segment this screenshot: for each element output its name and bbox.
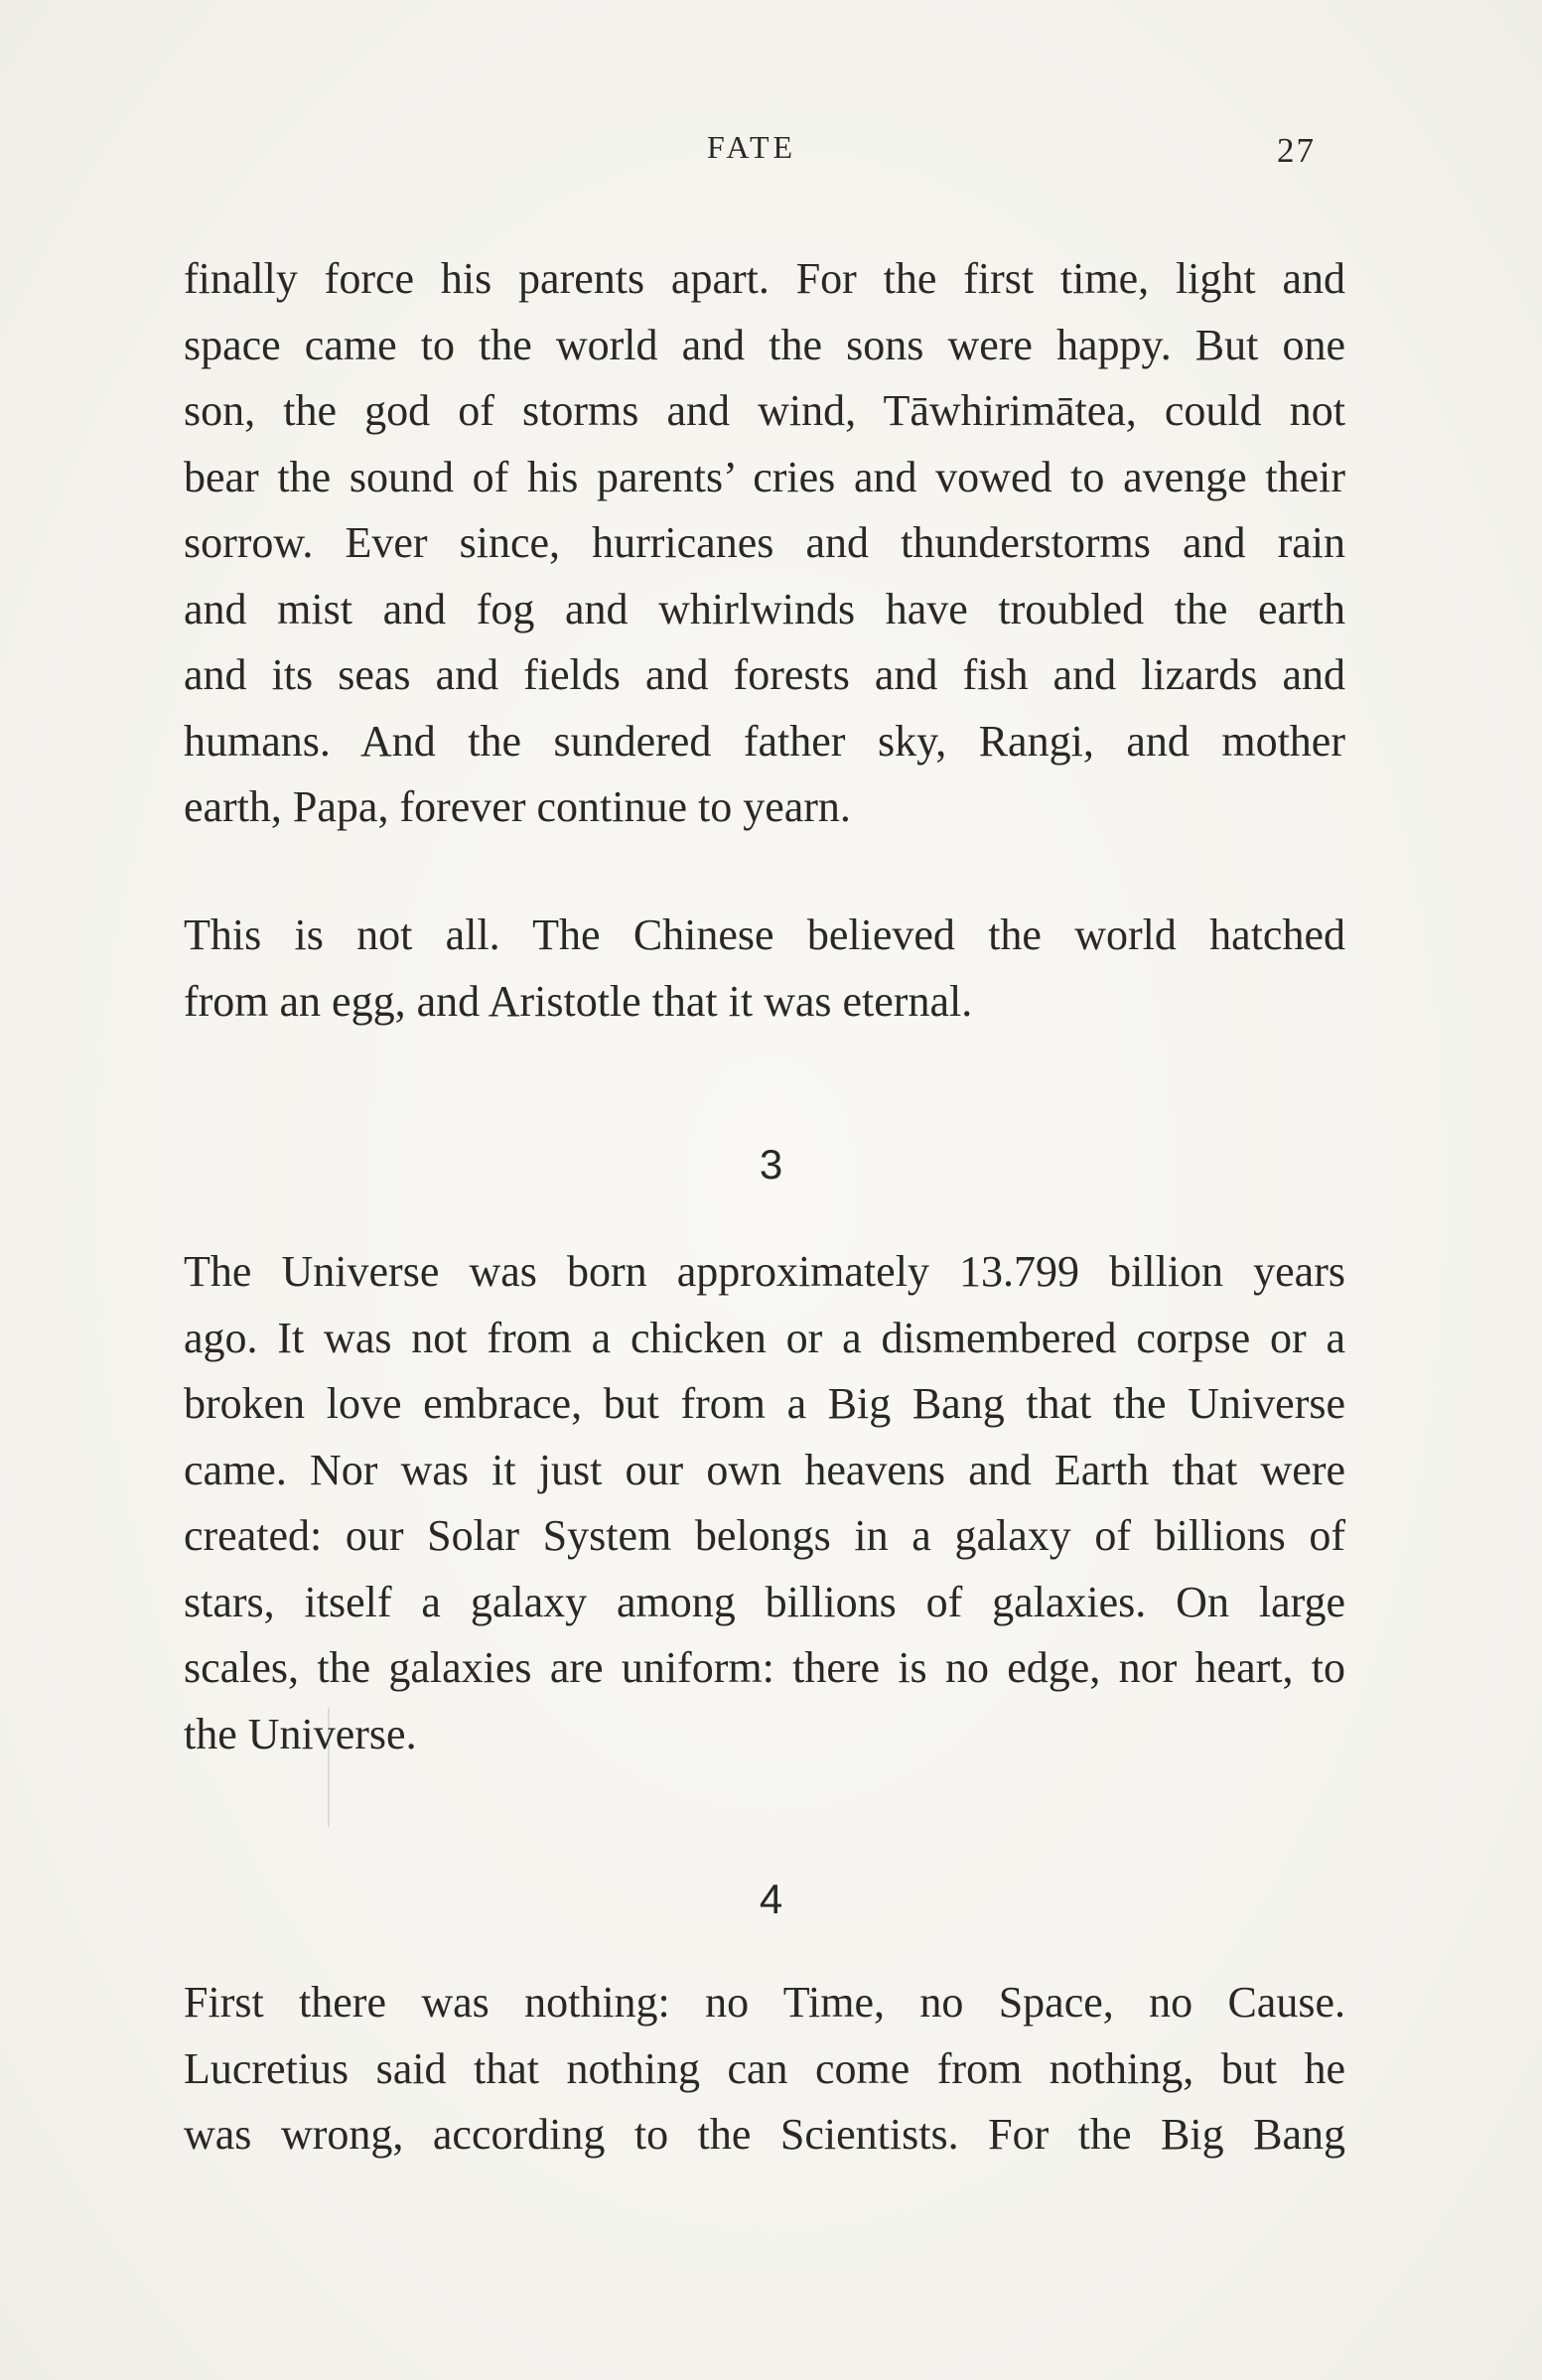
section-number-4: 4	[759, 1876, 783, 1922]
text-line: The Universe was born approximately 13.799 billion years	[184, 1247, 1345, 1296]
text-line: First there was nothing: no Time, no Space, no Cause.	[184, 1978, 1345, 2027]
text-line: bear the sound of his parents’ cries and vowed to avenge their	[184, 452, 1345, 501]
paragraph-4	[184, 1970, 1345, 2169]
paragraph-2	[184, 903, 1345, 1035]
text-line: earth, Papa, forever continue to yearn.	[184, 782, 851, 831]
text-line: and mist and fog and whirlwinds have troubled the earth	[184, 584, 1345, 633]
text-line: stars, itself a galaxy among billions of galaxies. On large	[184, 1577, 1345, 1626]
text-line: scales, the galaxies are uniform: there is no edge, nor heart, to	[184, 1643, 1345, 1692]
text-line: space came to the world and the sons were happy. But one	[184, 320, 1345, 369]
text-line: This is not all. The Chinese believed the world hatched	[184, 910, 1345, 959]
text-line: the Universe.	[184, 1709, 417, 1758]
page-number: 27	[1277, 131, 1316, 170]
text-line: ago. It was not from a chicken or a dismembered corpse or a	[184, 1313, 1345, 1362]
running-title: FATE	[707, 129, 797, 165]
text-line: created: our Solar System belongs in a galaxy of billions of	[184, 1511, 1345, 1560]
section-number-3: 3	[759, 1141, 783, 1188]
text-line: finally force his parents apart. For the first time, light and	[184, 254, 1345, 303]
text-line: was wrong, according to the Scientists. For the Big Bang	[184, 2110, 1345, 2159]
text-line: and its seas and fields and forests and fish and lizards and	[184, 650, 1345, 699]
text-line: son, the god of storms and wind, Tāwhirimātea, could not	[184, 386, 1345, 435]
text-line: from an egg, and Aristotle that it was eternal.	[184, 976, 973, 1026]
text-line: came. Nor was it just our own heavens and Earth that were	[184, 1445, 1345, 1494]
text-line: broken love embrace, but from a Big Bang that the Universe	[184, 1379, 1345, 1428]
paragraph-1	[184, 246, 1345, 841]
text-line: sorrow. Ever since, hurricanes and thunderstorms and rain	[184, 518, 1345, 567]
text-line: humans. And the sundered father sky, Rangi, and mother	[184, 716, 1345, 766]
text-line: Lucretius said that nothing can come from nothing, but he	[184, 2043, 1345, 2093]
running-head	[0, 127, 1542, 177]
paragraph-3	[184, 1239, 1345, 1767]
